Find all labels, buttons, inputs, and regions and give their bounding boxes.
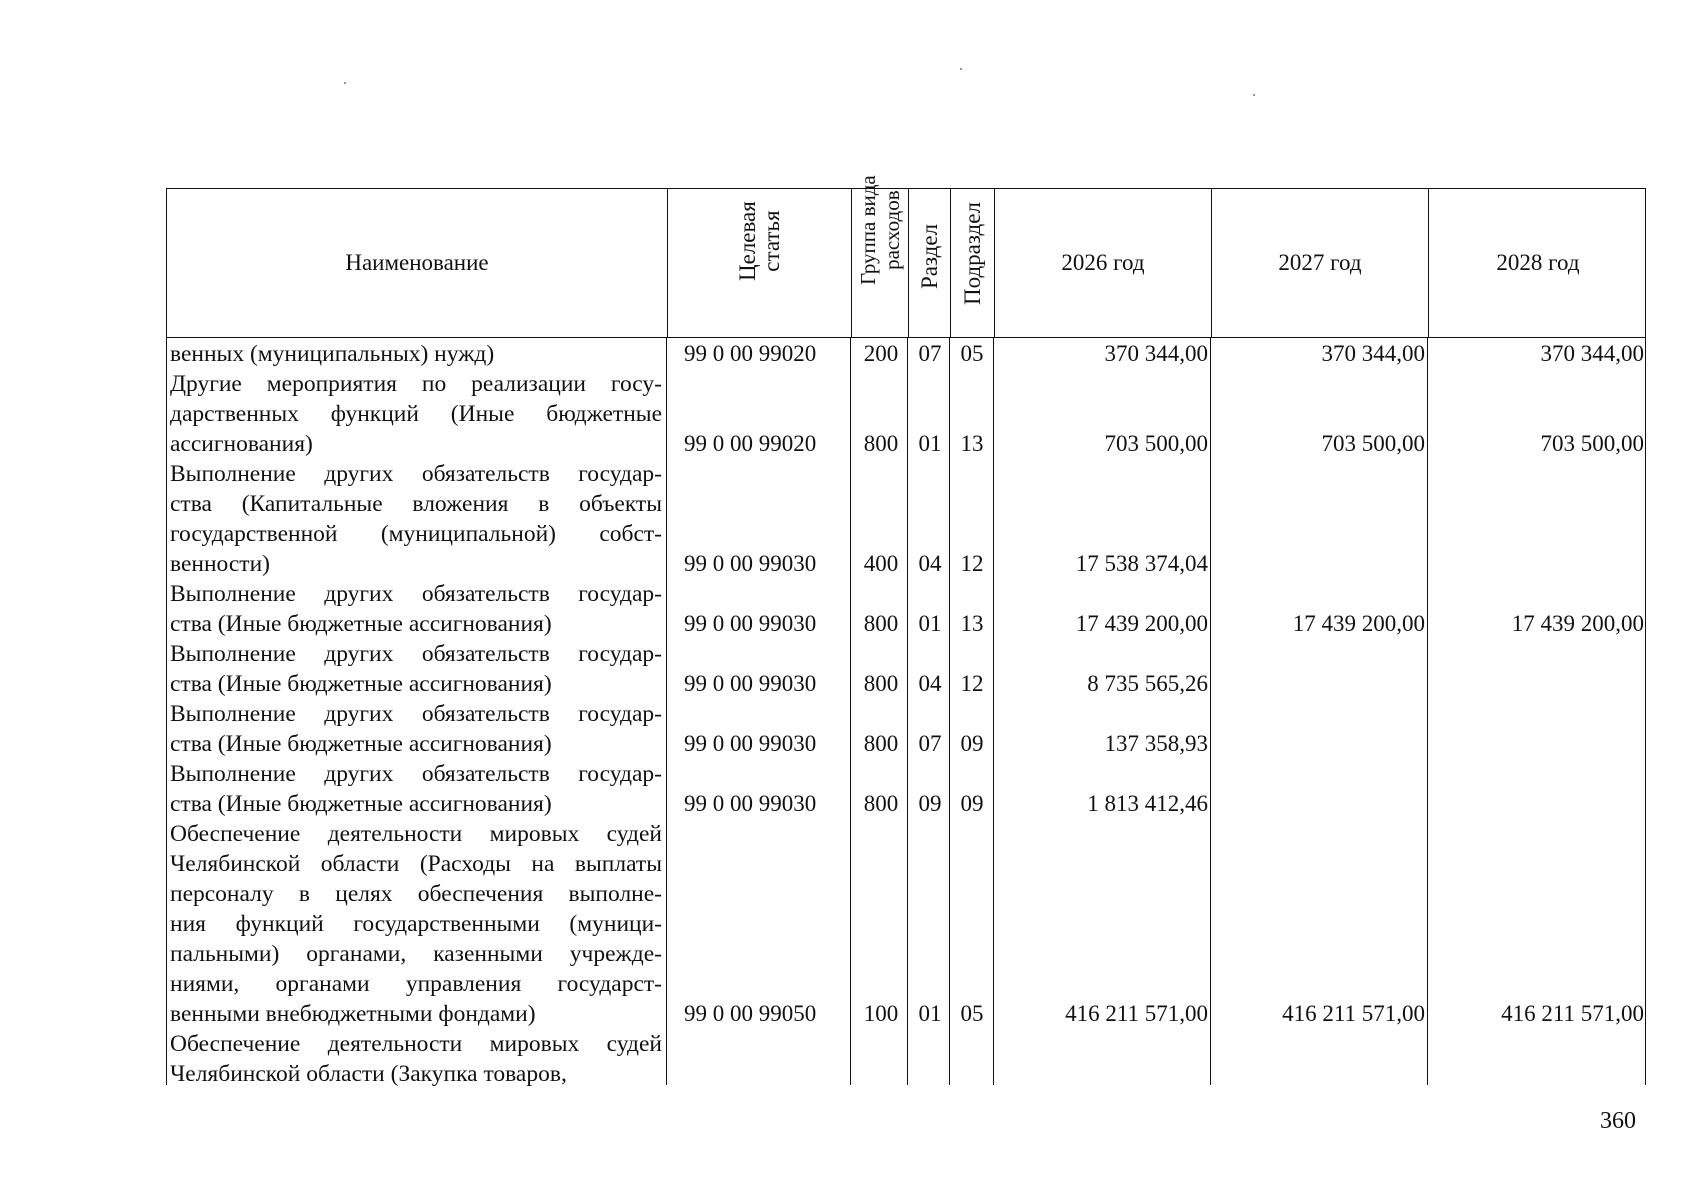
row-target-article: 99 0 00 99030 [684,671,817,696]
row-target-article: 99 0 00 99020 [684,341,817,366]
header-2028-cell [1428,189,1647,337]
column-rule [1210,338,1211,1085]
header-subsection-cell [950,189,994,337]
row-expense-group: 800 [863,611,899,636]
row-name-line: ассигнования) [170,431,313,457]
header-target-article-cell [667,189,851,337]
row-name-line: Челябинской области (Расходы на выплаты [170,851,662,877]
row-expense-group: 800 [863,431,899,456]
row-value-2026: 703 500,00 [1104,431,1208,456]
row-name-line: Выполнение других обязательств государ- [170,761,662,787]
row-target-article: 99 0 00 99050 [684,1001,817,1026]
scan-speck [960,68,962,70]
row-name-line: ния функций государственными (муници- [170,911,662,937]
column-rule [993,338,994,1085]
row-name [170,819,662,1029]
header-2026: 2026 год [1061,250,1145,275]
row-name [170,1029,662,1089]
scan-speck [344,82,346,84]
header-2027: 2027 год [1278,250,1362,275]
row-value-2028: 416 211 571,00 [1501,1001,1644,1026]
row-value-2027: 703 500,00 [1321,431,1425,456]
row-value-2027: 17 439 200,00 [1292,611,1425,636]
row-value-2028: 703 500,00 [1540,431,1644,456]
row-name [170,639,662,699]
row-section: 01 [918,431,942,456]
header-name: Наименование [345,250,489,275]
row-value-2026: 137 358,93 [1104,731,1208,756]
header-expense-group-cell [851,175,908,337]
row-subsection: 09 [960,791,984,816]
row-name-line: ниями, органами управления государст- [170,971,662,997]
row-name-line: Выполнение других обязательств государ- [170,701,662,727]
row-value-2026: 1 813 412,46 [1087,791,1208,816]
row-name-line: венности) [170,551,270,577]
row-value-2028: 370 344,00 [1540,341,1644,366]
header-section-cell [908,189,950,337]
header-2026-cell [994,189,1211,337]
row-expense-group: 200 [863,341,899,366]
table-header [166,175,1646,338]
row-section: 01 [918,611,942,636]
row-target-article: 99 0 00 99030 [684,551,817,576]
row-name [170,459,662,579]
row-name-line: государственной (муниципальной) собст- [170,521,662,547]
row-subsection: 13 [960,431,984,456]
row-subsection: 13 [960,611,984,636]
row-name-line: дарственных функций (Иные бюджетные [170,401,662,427]
row-target-article: 99 0 00 99030 [684,791,817,816]
row-expense-group: 800 [863,731,899,756]
column-rule [850,338,851,1085]
row-subsection: 09 [960,731,984,756]
row-name [170,759,662,819]
row-name-line: Другие мероприятия по реализации госу- [170,371,662,397]
row-value-2026: 370 344,00 [1104,341,1208,366]
header-name-cell [167,189,667,337]
row-value-2028: 17 439 200,00 [1511,611,1644,636]
header-subsection: Подраздел [959,202,985,305]
row-section: 01 [918,1001,942,1026]
row-value-2026: 17 538 374,04 [1075,551,1208,576]
row-name-line: Челябинской области (Закупка товаров, [170,1061,567,1087]
row-name-line: персоналу в целях обеспечения выполне- [170,881,662,907]
row-name-line: Обеспечение деятельности мировых судей [170,821,662,847]
header-2028: 2028 год [1496,250,1580,275]
page-number: 360 [1600,1108,1636,1134]
row-target-article: 99 0 00 99030 [684,731,817,756]
column-rule [1645,338,1646,1085]
row-value-2026: 416 211 571,00 [1065,1001,1208,1026]
row-section: 04 [918,671,942,696]
header-2027-cell [1211,189,1428,337]
row-name-line: ства (Иные бюджетные ассигнования) [170,611,552,637]
row-expense-group: 100 [863,1001,899,1026]
row-section: 07 [918,731,942,756]
header-target-article: Целевая статья [734,201,784,281]
row-name-line: Обеспечение деятельности мировых судей [170,1031,662,1057]
row-name [170,369,662,459]
row-subsection: 12 [960,551,984,576]
row-target-article: 99 0 00 99030 [684,611,817,636]
column-rule [166,338,167,1085]
row-expense-group: 800 [863,791,899,816]
row-name [170,339,662,369]
row-name [170,579,662,639]
column-rule [1427,338,1428,1085]
header-expense-group: Группа вида расходов [856,175,904,285]
row-expense-group: 400 [863,551,899,576]
row-subsection: 12 [960,671,984,696]
row-name-line: Выполнение других обязательств государ- [170,641,662,667]
row-section: 09 [918,791,942,816]
row-target-article: 99 0 00 99020 [684,431,817,456]
row-name-line: Выполнение других обязательств государ- [170,461,662,487]
row-subsection: 05 [960,1001,984,1026]
row-name-line: венных (муниципальных) нужд) [170,341,495,367]
row-value-2026: 8 735 565,26 [1087,671,1208,696]
row-value-2027: 416 211 571,00 [1282,1001,1425,1026]
row-name-line: пальными) органами, казенными учрежде- [170,941,662,967]
row-section: 07 [918,341,942,366]
row-name [170,699,662,759]
row-name-line: ства (Иные бюджетные ассигнования) [170,791,552,817]
row-name-line: Выполнение других обязательств государ- [170,581,662,607]
row-name-line: ства (Иные бюджетные ассигнования) [170,731,552,757]
scan-speck [1253,94,1255,96]
row-section: 04 [918,551,942,576]
column-rule [666,338,667,1085]
header-section: Раздел [916,223,942,289]
row-subsection: 05 [960,341,984,366]
row-name-line: венными внебюджетными фондами) [170,1001,536,1027]
row-value-2027: 370 344,00 [1321,341,1425,366]
row-name-line: ства (Капитальные вложения в объекты [170,491,662,517]
row-expense-group: 800 [863,671,899,696]
row-value-2026: 17 439 200,00 [1075,611,1208,636]
row-name-line: ства (Иные бюджетные ассигнования) [170,671,552,697]
